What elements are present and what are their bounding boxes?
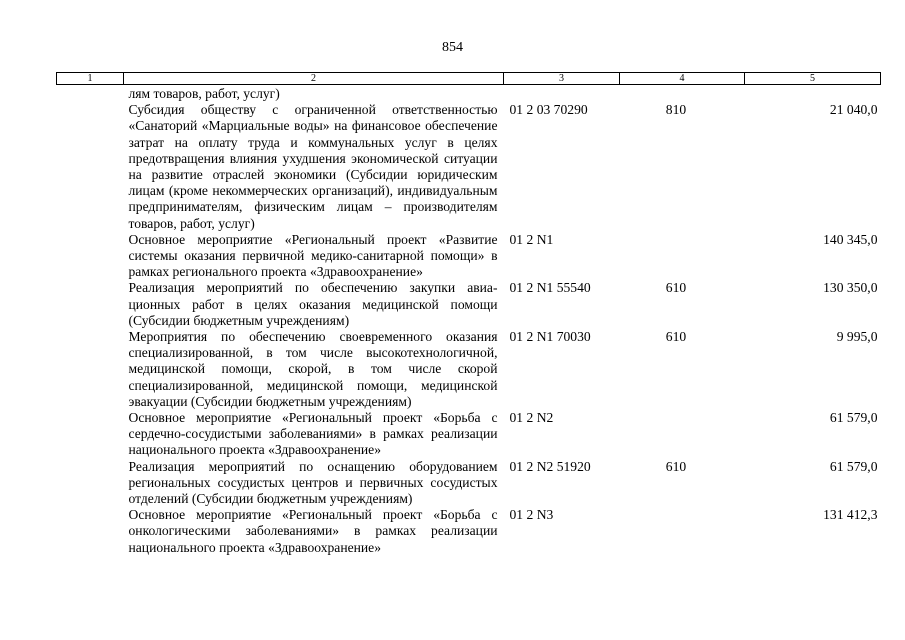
- table-row: [57, 232, 881, 281]
- row-description: Основное мероприятие «Региональный проект «Борьба с сердечно-сосудистыми заболеваниями» в рамках реализации национального проекта «Здравоохранение»: [128, 410, 498, 458]
- row-index-cell: [57, 410, 124, 459]
- column-header-1: 1: [57, 73, 124, 85]
- row-expense-type: [620, 507, 745, 556]
- row-code: [504, 85, 620, 103]
- table-row: [57, 410, 881, 459]
- row-expense-type: 610: [665, 280, 687, 296]
- row-expense-type: [620, 85, 745, 103]
- column-number-header: [57, 73, 881, 85]
- row-amount: 61 579,0: [829, 458, 878, 474]
- row-index-cell: [57, 280, 124, 329]
- row-amount: 61 579,0: [829, 410, 878, 426]
- row-amount: 9 995,0: [836, 329, 878, 345]
- row-index-cell: [57, 329, 124, 410]
- table-row: [57, 459, 881, 508]
- row-expense-type: [620, 410, 745, 459]
- row-description: лям товаров, работ, услуг): [128, 86, 280, 101]
- row-description: Реализация мероприятий по оснащению оборудованием региональных сосудистых центров и первичных сосудистых отделений (Субсидии бюджетным учреждениям): [128, 458, 498, 507]
- row-expense-type: 610: [665, 329, 687, 345]
- column-header-5: 5: [745, 73, 881, 85]
- row-amount: 21 040,0: [829, 102, 878, 118]
- table-row: [57, 507, 881, 556]
- row-description: Основное мероприятие «Региональный проект «Борьба с онкологическими заболеваниями» в рамках реализации национального проекта «Здравоохранение»: [128, 507, 498, 555]
- table-row: [57, 85, 881, 103]
- table-row: [57, 102, 881, 232]
- row-index-cell: [57, 102, 124, 232]
- column-header-4: 4: [620, 73, 745, 85]
- table-row: [57, 329, 881, 410]
- row-index-cell: [57, 85, 124, 103]
- row-description: Субсидия обществу с ограниченной ответственностью «Санаторий «Марциальные воды» на финансовое обеспечение затрат на оплату труда и коммунальных услуг в целях предотвращения влияния ухудшения экономической ситуации на развитие отраслей экономики (Субсидии юридическим лицам (кроме некоммерческих организаций), индивидуальным предпринимателям, физическим лицам – производителям товаров, работ, услуг): [128, 102, 498, 231]
- row-code: 01 2 N1: [509, 231, 554, 247]
- page-number: 854: [442, 40, 463, 55]
- row-amount: 130 350,0: [823, 280, 878, 296]
- row-expense-type: [620, 232, 745, 281]
- row-code: 01 2 N2: [509, 410, 554, 426]
- row-code: 01 2 N2 51920: [509, 458, 591, 474]
- row-code: 01 2 N1 70030: [509, 329, 591, 345]
- row-amount: 131 412,3: [823, 507, 878, 523]
- row-description: Мероприятия по обеспечению своевременного оказания специализированной, в том числе высокотехнологичной, медицинской помощи, скорой, в том числе скорой специализированной, медицинской помощи, медицинской эвакуации (Субсидии бюджетным учреждениям): [128, 329, 498, 409]
- row-code: 01 2 N3: [509, 507, 554, 523]
- column-header-2: 2: [124, 73, 504, 85]
- row-index-cell: [57, 459, 124, 508]
- table-row: [57, 280, 881, 329]
- row-index-cell: [57, 507, 124, 556]
- row-code: 01 2 N1 55540: [509, 280, 591, 296]
- row-description: Основное мероприятие «Региональный проект «Развитие системы оказания первичной медико-санитарной помощи» в рамках регионального проекта «Здравоохранение»: [128, 231, 498, 280]
- row-code: 01 2 03 70290: [509, 102, 588, 118]
- row-description: Реализация мероприятий по обеспечению закупки авиационных работ в целях оказания медицинской помощи (Субсидии бюджетным учреждениям): [128, 280, 498, 328]
- budget-table: [56, 72, 881, 556]
- row-expense-type: 610: [665, 458, 687, 474]
- row-index-cell: [57, 232, 124, 281]
- row-amount: [745, 85, 881, 103]
- column-header-3: 3: [504, 73, 620, 85]
- row-amount: 140 345,0: [823, 231, 878, 247]
- row-expense-type: 810: [665, 102, 687, 118]
